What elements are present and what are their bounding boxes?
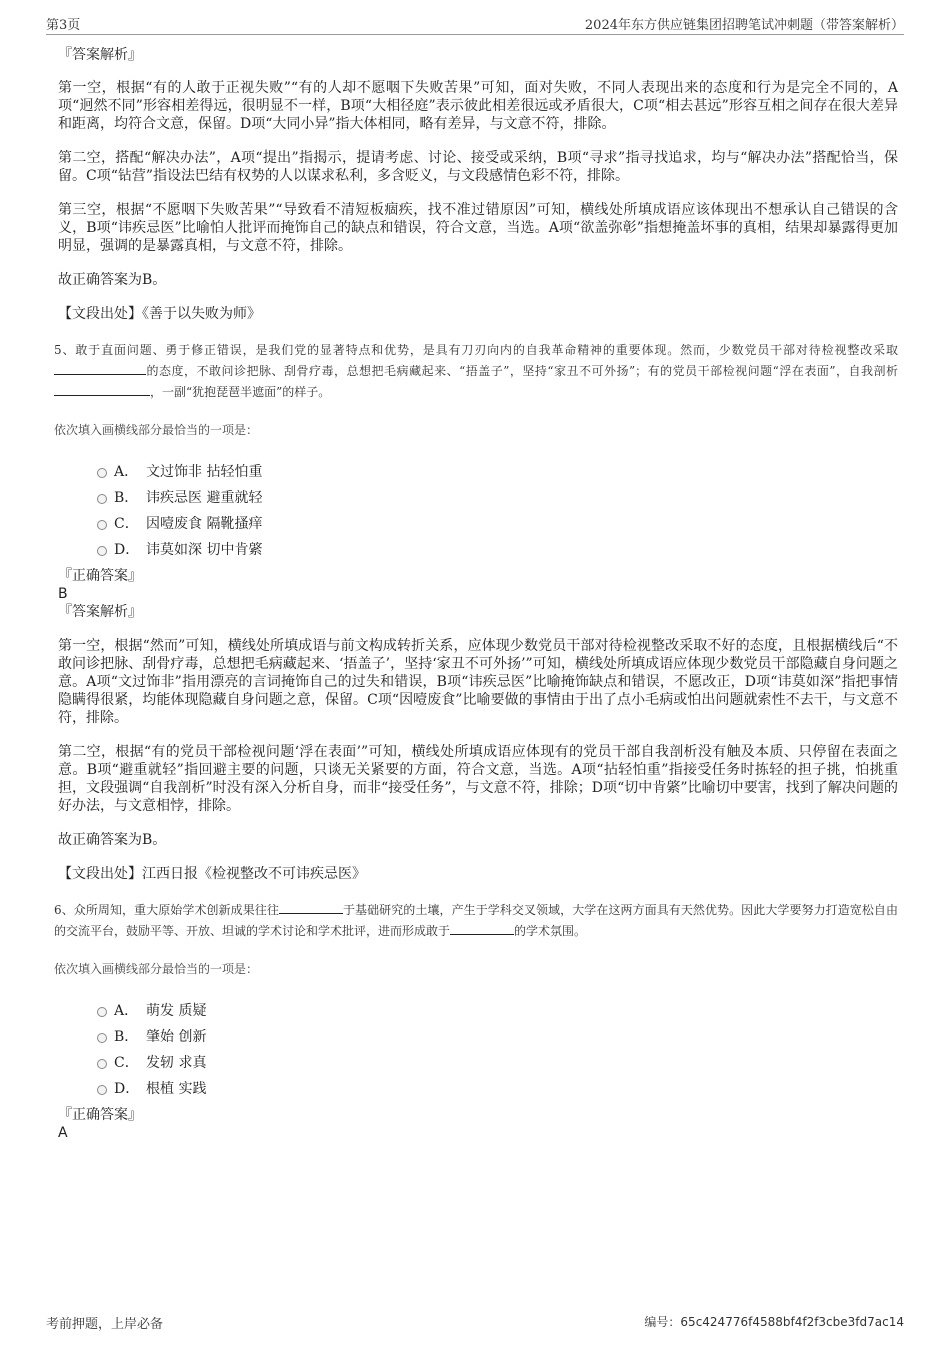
radio-icon[interactable] xyxy=(97,546,107,556)
correct-answer: A xyxy=(58,1125,68,1141)
option-d[interactable]: D． 根植 实践 xyxy=(58,1076,898,1102)
analysis-paragraph: 第一空，根据“有的人敢于正视失败”“有的人却不愿咽下失败苦果”可知，面对失败，不同人表现出来的态度和行为是完全不同的，A项“迥然不同”形容相差得远，很明显不一样，B项“大相径庭”表示彼此相差很远或矛盾很大，C项“相去甚远”形容互相之间存在很大差异和距离，均符合文意，保留。D项“大同小异”指大体相同，略有差异，与文意不符，排除。 xyxy=(58,80,898,132)
options-list xyxy=(58,459,898,563)
question-prompt: 依次填入画横线部分最恰当的一项是： xyxy=(54,962,259,976)
analysis-paragraph: 第三空，根据“不愿咽下失败苦果”“导致看不清短板痼疾，找不准过错原因”可知，横线处所填成语应该体现出不想承认自己错误的含义，B项“讳疾忌医”比喻怕人批评而掩饰自己的缺点和错误，符合文意，当选。A项“欲盖弥彰”指想掩盖坏事的真相，结果却暴露得更加明显，强调的是暴露真相，与文意不符，排除。 xyxy=(58,202,898,254)
source-label: 【文段出处】 xyxy=(58,306,142,322)
document-body xyxy=(54,46,898,1142)
answer-blank xyxy=(54,361,146,375)
analysis-paragraph: 第一空，根据“然而”可知，横线处所填成语与前文构成转折关系，应体现少数党员干部对待检视整改采取不好的态度，且根据横线后“不敢问诊把脉、刮骨疗毒，总想把毛病藏起来、‘捂盖子’，坚持‘家丑不可外扬’”可知，横线处所填成语应体现少数党员干部隐藏自身问题之意。A项“文过饰非”指用漂亮的言词掩饰自己的过失和错误，B项“讳疾忌医”比喻掩饰缺点和错误，不愿改正，D项“讳莫如深”指把事情隐瞒得很紧，均能体现隐藏自身问题之意，保留。C项“因噎废食”比喻要做的事情由于出了点小毛病或怕出问题就索性不去干，与文意不符，排除。 xyxy=(58,638,898,726)
correct-answer-label: 『正确答案』 xyxy=(58,568,142,584)
correct-answer-label: 『正确答案』 xyxy=(58,1107,142,1123)
radio-icon[interactable] xyxy=(97,468,107,478)
question-text: 6、众所周知，重大原始学术创新成果往往 于基础研究的土壤，产生于学科交叉领域，大学在这两方面具有天然优势。因此大学要努力打造宽松自由的交流平台，鼓励平等、开放、坦诚的学术讨论和学术批评，进而形成敢于 的学术氛围。 xyxy=(54,900,898,942)
question-prompt: 依次填入画横线部分最恰当的一项是： xyxy=(54,423,259,437)
footer-slogan: 考前押题，上岸必备 xyxy=(46,1317,164,1332)
option-b[interactable]: B． 讳疾忌医 避重就轻 xyxy=(58,485,898,511)
option-c[interactable]: C． 因噎废食 隔靴搔痒 xyxy=(58,511,898,537)
radio-icon[interactable] xyxy=(97,1033,107,1043)
analysis-label: 『答案解析』 xyxy=(58,47,142,63)
source-text: 《善于以失败为师》 xyxy=(142,306,261,322)
document-id: 编号：65c424776f4588bf4f2f3cbe3fd7ac14 xyxy=(644,1315,904,1329)
document-title: 2024年东方供应链集团招聘笔试冲刺题（带答案解析） xyxy=(584,18,904,33)
radio-icon[interactable] xyxy=(97,494,107,504)
page-number: 第3页 xyxy=(46,18,81,33)
source-line xyxy=(58,865,898,883)
conclusion: 故正确答案为B。 xyxy=(58,832,167,848)
answer-blank xyxy=(54,382,150,396)
option-b[interactable]: B． 肇始 创新 xyxy=(58,1024,898,1050)
question-5 xyxy=(54,340,898,883)
radio-icon[interactable] xyxy=(97,1085,107,1095)
question-text: 5、敢于直面问题、勇于修正错误，是我们党的显著特点和优势，是具有刀刃向内的自我革命精神的重要体现。然而，少数党员干部对待检视整改采取的态度，不敢问诊把脉、刮骨疗毒，总想把毛病藏起来、“捂盖子”，坚持“家丑不可外扬”；有的党员干部检视问题“浮在表面”，自我剖析，一副“犹抱琵琶半遮面”的样子。 xyxy=(54,343,898,399)
answer-blank xyxy=(450,921,514,935)
radio-icon[interactable] xyxy=(97,520,107,530)
option-a[interactable]: A． 萌发 质疑 xyxy=(58,998,898,1024)
q4-analysis xyxy=(58,46,898,323)
analysis-label: 『答案解析』 xyxy=(58,604,142,620)
option-d[interactable]: D． 讳莫如深 切中肯綮 xyxy=(58,537,898,563)
options-list xyxy=(58,998,898,1102)
option-a[interactable]: A． 文过饰非 拈轻怕重 xyxy=(58,459,898,485)
source-line xyxy=(58,305,898,323)
conclusion: 故正确答案为B。 xyxy=(58,272,167,288)
radio-icon[interactable] xyxy=(97,1007,107,1017)
correct-answer: B xyxy=(58,586,68,602)
page-header xyxy=(46,14,904,35)
radio-icon[interactable] xyxy=(97,1059,107,1069)
option-c[interactable]: C． 发轫 求真 xyxy=(58,1050,898,1076)
source-label: 【文段出处】 xyxy=(58,866,142,882)
analysis-paragraph: 第二空，搭配“解决办法”，A项“提出”指揭示，提请考虑、讨论、接受或采纳，B项“寻求”指寻找追求，均与“解决办法”搭配恰当，保留。C项“钻营”指设法巴结有权势的人以谋求私利，多含贬义，与文段感情色彩不符，排除。 xyxy=(58,150,898,184)
question-6 xyxy=(54,900,898,1142)
source-text: 江西日报《检视整改不可讳疾忌医》 xyxy=(142,866,366,882)
answer-blank xyxy=(279,900,343,914)
analysis-paragraph: 第二空，根据“有的党员干部检视问题‘浮在表面’”可知，横线处所填成语应体现有的党员干部自我剖析没有触及本质、只停留在表面之意。B项“避重就轻”指回避主要的问题，只谈无关紧要的方面，符合文意，当选。A项“拈轻怕重”指接受任务时拣轻的担子挑，怕挑重担，文段强调“自我剖析”时没有深入分析自身，而非“接受任务”，与文意不符，排除；D项“切中肯綮”比喻切中要害，找到了解决问题的好办法，与文意相悖，排除。 xyxy=(58,744,898,814)
